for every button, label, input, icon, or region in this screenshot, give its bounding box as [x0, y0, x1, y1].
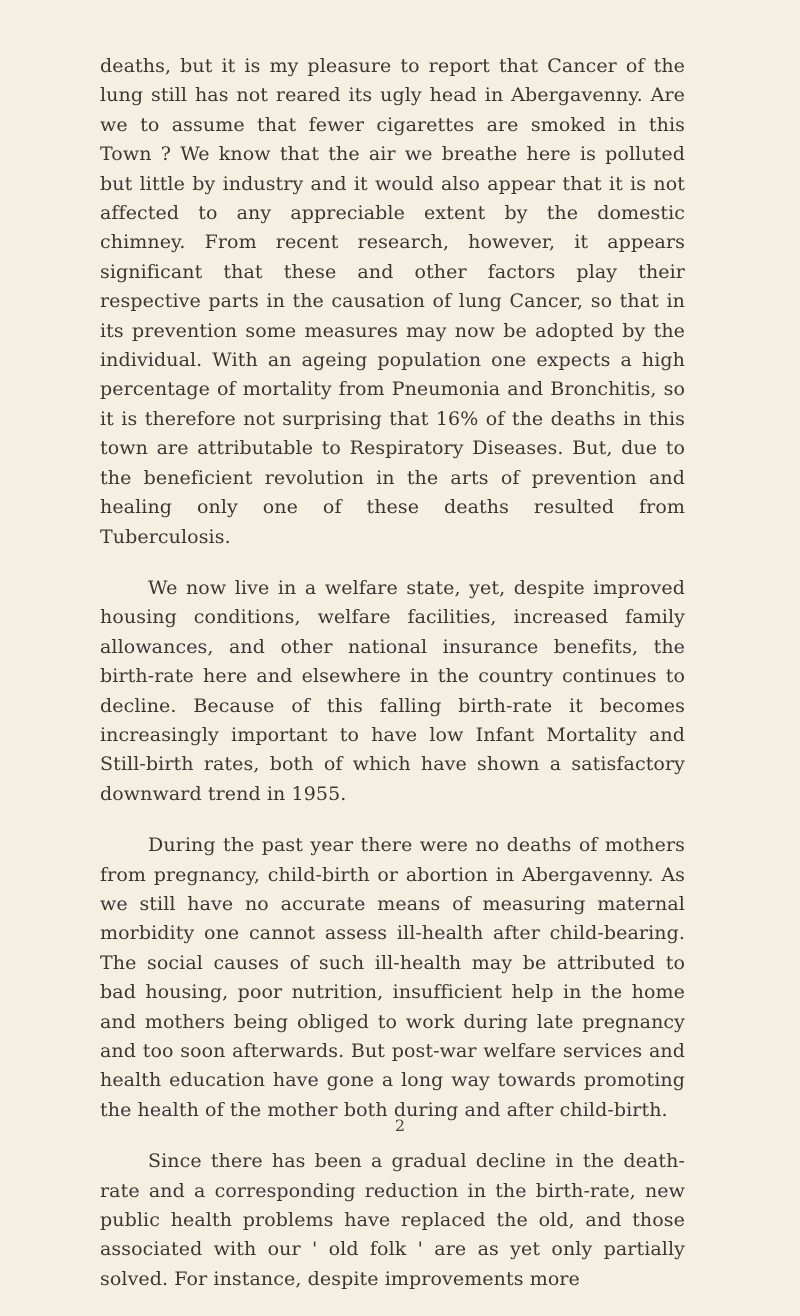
paragraph-maternal-deaths: During the past year there were no deaths of mothers from pregnancy, child-birth or abortion in Abergavenny. As we still have no accurate means of measuring maternal morbidity one cannot assess ill-health after child-bearing. The social causes of such ill-health may be attributed to bad housing, poor nutrition, insufficient help in the home and mothers being obliged to work during late pregnancy and too soon afterwards. But post-war welfare services and health education have gone a long way towards promoting the health of the mother both during and after child-birth.	[100, 834, 685, 1121]
page-number: 2	[394, 1116, 406, 1135]
paragraph-continued-deaths: deaths, but it is my pleasure to report that Cancer of the lung still has not reared its ugly head in Abergavenny. Are we to assume that fewer cigarettes are smoked in this Town ? We know that the air we breathe here is polluted but little by industry and it would also appear that it is not affected to any appreciable extent by the domestic chimney. From recent research, however, it appears significant that these and other factors play their respective parts in the causation of lung Cancer, so that in its prevention some measures may now be adopted by the individual. With an ageing population one expects a high percentage of mortality from Pneumonia and Bronchitis, so it is therefore not surprising that 16% of the deaths in this town are attributable to Respiratory Diseases. But, due to the beneficient revolution in the arts of prevention and healing only one of these deaths resulted from Tuberculosis.	[100, 55, 685, 548]
paragraph-welfare-state: We now live in a welfare state, yet, despite improved housing conditions, welfare facilities, increased family allowances, and other national insurance benefits, the birth-rate here and elsewhere in the country continues to decline. Because of this falling birth-rate it becomes increasingly important to have low Infant Mortality and Still-birth rates, both of which have shown a satisfactory downward trend in 1955.	[100, 576, 685, 805]
paragraph-public-health-problems: Since there has been a gradual decline in the death-rate and a corresponding reduction in the birth-rate, new public health problems have replaced the old, and those associated with our ' old folk ' are as yet only partially solved. For instance, despite improvements more	[100, 1150, 685, 1290]
